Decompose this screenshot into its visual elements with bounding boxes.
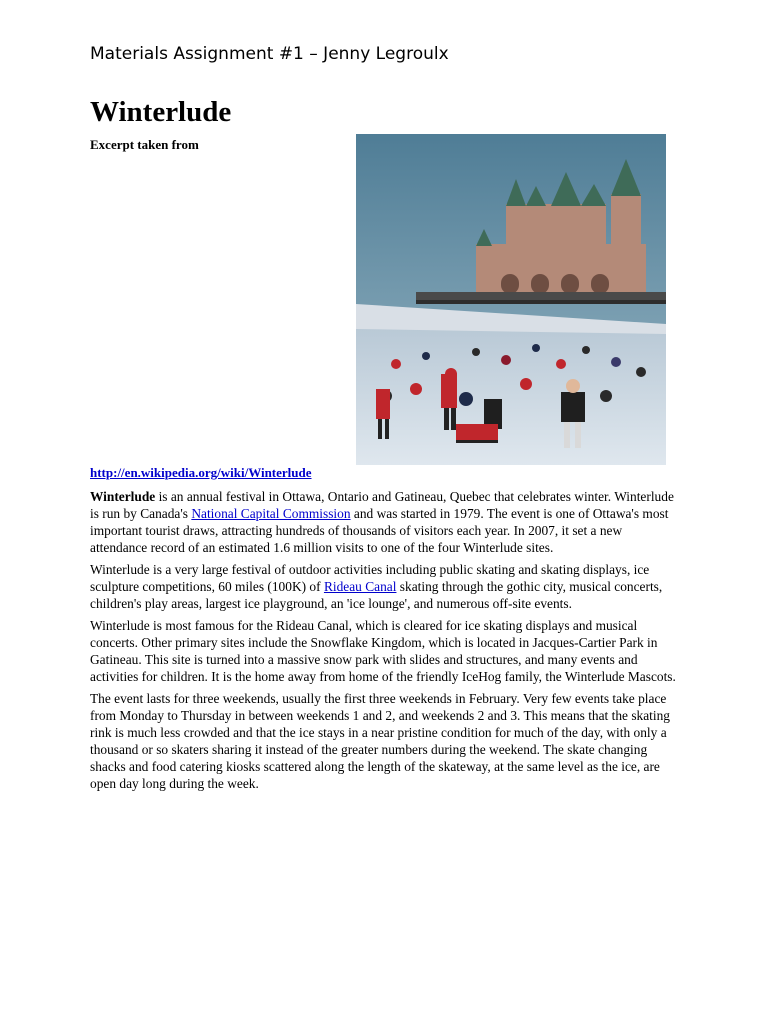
rideau-canal-link[interactable]: Rideau Canal <box>323 579 397 594</box>
source-link[interactable]: http://en.wikipedia.org/wiki/Winterlude <box>90 465 312 480</box>
paragraph-1: Winterlude is an annual festival in Ottawa, Ontario and Gatineau, Quebec that celebrates winter. Winterlude is run by Canada's National Capital Commission and was started in 1979. The event is one of Ottawa's most important tourist draws, attracting hundreds of thousands of visitors each year. In 2007, it set a new attendance record of an estimated 1.6 million visits to one of the four Winterlude sites. <box>90 489 674 555</box>
page-title: Winterlude <box>90 96 232 128</box>
excerpt-label: Excerpt taken from <box>90 137 199 152</box>
bold-lead: Winterlude <box>90 489 156 504</box>
paragraph-3: Winterlude is most famous for the Rideau Canal, which is cleared for ice skating displays and musical concerts. Other primary sites include the Snowflake Kingdom, which is located in Jacques-Cartier Park in Gatineau. This site is turned into a massive snow park with slides and structures, and many events and activities for children. It is the home away from home of the friendly IceHog family, the Winterlude Mascots. <box>90 618 676 684</box>
winterlude-skating-photo <box>356 134 666 465</box>
paragraph-2: Winterlude is a very large festival of outdoor activities including public skating and skating displays, ice sculpture competitions, 60 miles (100K) of Rideau Canal skating through the gothic city, musical concerts, children's play areas, largest ice playground, an 'ice lounge', and numerous off-site events. <box>90 562 663 611</box>
article-body <box>90 488 682 797</box>
photo-illustration <box>356 134 666 465</box>
national-capital-commission-link[interactable]: National Capital Commission <box>191 506 351 521</box>
document-header: Materials Assignment #1 – Jenny Legroulx <box>90 44 449 64</box>
paragraph-4: The event lasts for three weekends, usually the first three weekends in February. Very few events take place from Monday to Thursday in between weekends 1 and 2, and weekends 2 and 3. This means that the skating rink is much less crowded and that the ice stays in a near pristine condition for much of the day, with only a thousand or so skaters sharing it instead of the greater numbers during the weekend. The skate changing shacks and food catering kiosks scattered along the length of the skateway, at the same level as the ice, are open day long during the week. <box>90 691 671 791</box>
